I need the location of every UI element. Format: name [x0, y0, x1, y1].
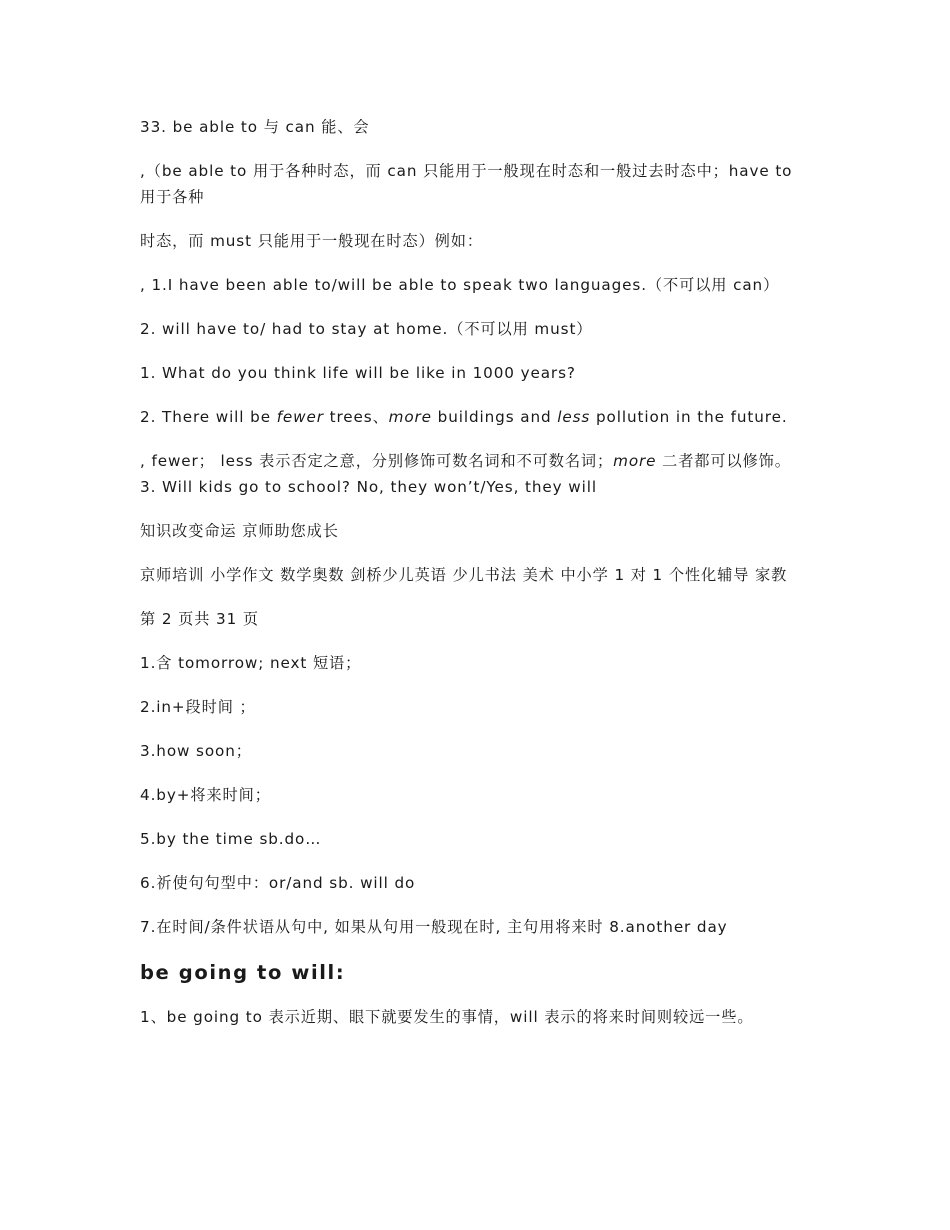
text-line-5: 2. will have to/ had to stay at home.（不可以用 must）	[140, 320, 593, 338]
document-page	[140, 114, 808, 1048]
list-item: 4.by+将来时间；	[140, 786, 271, 804]
text-line-6: 1. What do you think life will be like in 1000 years?	[140, 364, 576, 382]
list-item: 1.含 tomorrow; next 短语；	[140, 654, 362, 672]
list-item: 5.by the time sb.do…	[140, 830, 322, 848]
list-item: 6.祈使句句型中：or/and sb. will do	[140, 874, 416, 892]
page-number: 第 2 页共 31 页	[140, 610, 259, 628]
text-segment: , fewer； less 表示否定之意，分别修饰可数名词和不可数名词；	[140, 452, 614, 470]
list-item: 3.how soon；	[140, 742, 252, 760]
text-segment: pollution in the future.	[590, 408, 788, 426]
text-line-3: 时态，而 must 只能用于一般现在时态）例如：	[140, 232, 483, 250]
italic-word-less: less	[557, 408, 591, 426]
italic-word-fewer: fewer	[276, 408, 324, 426]
text-line-2: ,（be able to 用于各种时态，而 can 只能用于一般现在时态和一般过去时态中；have to 用于各种	[140, 162, 793, 206]
text-line-1: 33. be able to 与 can 能、会	[140, 118, 370, 136]
text-segment: buildings and	[431, 408, 558, 426]
text-line-last: 1、be going to 表示近期、眼下就要发生的事情，will 表示的将来时间则较远一些。	[140, 1008, 754, 1026]
list-item: 7.在时间/条件状语从句中, 如果从句用一般现在时, 主句用将来时 8.another day	[140, 918, 728, 936]
list-item: 2.in+段时间 ；	[140, 698, 256, 716]
text-segment: 二者都可以修饰。 3. Will kids go to school? No, they won’t/Yes, they will	[140, 452, 791, 496]
italic-word-more: more	[388, 408, 432, 426]
text-segment: 2. There will be	[140, 408, 277, 426]
text-line-8	[140, 448, 808, 500]
text-line-4: , 1.I have been able to/will be able to speak two languages.（不可以用 can）	[140, 276, 780, 294]
advert-line: 京师培训 小学作文 数学奥数 剑桥少儿英语 少儿书法 美术 中小学 1 对 1 个性化辅导 家教	[140, 566, 788, 584]
section-heading: be going to will:	[140, 961, 346, 984]
text-segment: trees、	[323, 408, 389, 426]
slogan-line: 知识改变命运 京师助您成长	[140, 522, 339, 540]
text-line-7	[140, 404, 808, 430]
italic-word-more: more	[613, 452, 657, 470]
